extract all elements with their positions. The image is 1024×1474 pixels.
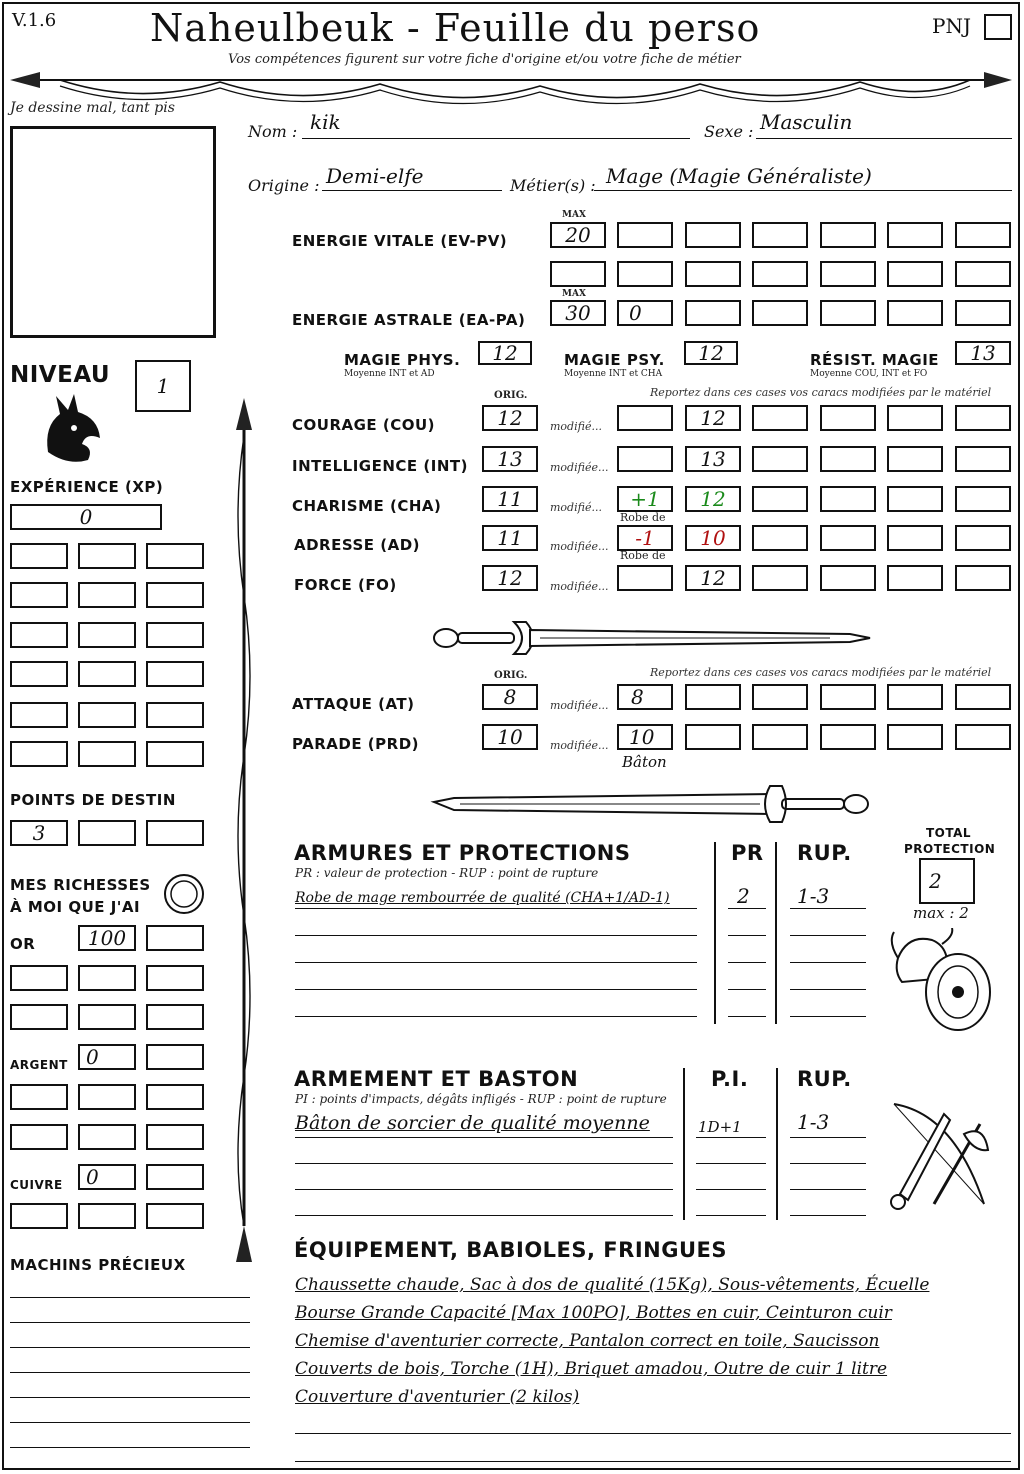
armor-pr-line[interactable] [728,962,766,963]
combat-box[interactable] [685,724,741,750]
metier-value[interactable]: Mage (Magie Généraliste) [606,164,872,188]
resist-magie-label: RÉSIST. MAGIE [810,351,940,369]
richesses-label-2: À MOI QUE J'AI [10,898,141,916]
machins-line[interactable] [10,1322,250,1323]
argent-box[interactable] [78,1124,136,1150]
magie-psy-label: MAGIE PSY. [564,351,665,369]
ev-box[interactable] [752,222,808,248]
prd-final-box[interactable]: 10 [617,724,673,750]
weapon-pi-line[interactable] [696,1163,766,1164]
or-box[interactable] [146,965,204,991]
or-label: OR [10,935,36,953]
sexe-label: Sexe : [704,122,754,141]
cuivre-box[interactable] [10,1203,68,1229]
cha-label: CHARISME (CHA) [292,497,442,515]
at-mod-label: modifiée... [550,699,609,712]
magie-phys-note: Moyenne INT et AD [344,369,435,379]
richesses-label-1: MES RICHESSES [10,876,151,894]
ea-box[interactable] [685,300,741,326]
machins-line[interactable] [10,1347,250,1348]
stat-box[interactable] [887,525,943,551]
armor-title: ARMURES ET PROTECTIONS [294,841,631,865]
weapon-item-rup[interactable]: 1-3 [797,1110,830,1134]
xp-box[interactable] [10,741,68,767]
equipment-line[interactable]: Couverts de bois, Torche (1H), Briquet amadou, Outre de cuir 1 litre [295,1359,888,1379]
stat-box[interactable] [752,405,808,431]
equipment-line[interactable]: Couverture d'aventurier (2 kilos) [295,1387,580,1407]
or-box[interactable]: 100 [78,925,136,951]
weapon-rup-line[interactable] [790,1215,866,1216]
combat-box[interactable] [820,724,876,750]
int-mod-label: modifiée... [550,461,609,474]
weapon-line[interactable] [295,1163,673,1164]
or-box[interactable] [78,1004,136,1030]
resist-magie-note: Moyenne COU, INT et FO [810,369,928,379]
spear-icon [226,396,262,1266]
xp-box[interactable] [10,543,68,569]
armor-rup-header: RUP. [797,841,852,865]
combat-box[interactable] [955,724,1011,750]
xp-box[interactable]: 0 [10,504,162,530]
machins-line[interactable] [10,1297,250,1298]
xp-box[interactable] [146,741,204,767]
or-box[interactable] [10,965,68,991]
ev-box[interactable] [617,261,673,287]
portrait-caption: Je dessine mal, tant pis [10,100,175,116]
weapon-pi-line [696,1137,766,1138]
stat-box[interactable] [955,486,1011,512]
cha-mod-source: Robe de [620,511,666,524]
weapon-rup-line [790,1137,866,1138]
xp-box[interactable] [78,702,136,728]
xp-box[interactable] [146,702,204,728]
stat-box[interactable] [820,486,876,512]
or-box[interactable] [10,1004,68,1030]
ea-box[interactable] [752,300,808,326]
armor-line[interactable] [295,989,697,990]
cha-mod-box[interactable]: +1 [617,486,673,512]
fo-label: FORCE (FO) [294,576,397,594]
weapon-line[interactable] [295,1215,673,1216]
argent-box[interactable]: 0 [78,1044,136,1070]
max-protection-note: max : 2 [913,904,969,922]
weapon-note: Bâton [622,753,667,771]
armor-line[interactable] [295,962,697,963]
version-label: V.1.6 [12,10,57,31]
armor-rup-line[interactable] [790,989,866,990]
stat-box[interactable] [820,446,876,472]
or-box[interactable] [146,925,204,951]
ea-box[interactable] [887,300,943,326]
weapon-pi-line[interactable] [696,1215,766,1216]
ad-mod-source: Robe de [620,549,666,562]
niveau-box[interactable]: 1 [135,360,191,412]
prd-label: PARADE (PRD) [292,735,420,753]
dragon-icon [38,392,104,466]
machins-line[interactable] [10,1372,250,1373]
equipment-title: ÉQUIPEMENT, BABIOLES, FRINGUES [294,1238,727,1262]
at-label: ATTAQUE (AT) [292,695,415,713]
weapon-pi-line[interactable] [696,1189,766,1190]
weapons-title: ARMEMENT ET BASTON [294,1067,579,1091]
xp-box[interactable] [146,543,204,569]
armor-rup-line[interactable] [790,935,866,936]
ad-final-box[interactable]: 10 [685,525,741,551]
equipment-line[interactable] [295,1461,1011,1462]
stat-box[interactable] [887,486,943,512]
cha-orig-box[interactable]: 11 [482,486,538,512]
total-protection-label-1: TOTAL [926,826,972,840]
machins-line[interactable] [10,1397,250,1398]
helmet-shield-icon [888,928,998,1038]
or-box[interactable] [78,965,136,991]
stat-box[interactable] [887,405,943,431]
armor-line[interactable] [295,1016,697,1017]
xp-box[interactable] [146,582,204,608]
ea-current-box[interactable]: 0 [617,300,673,326]
cuivre-box[interactable]: 0 [78,1164,136,1190]
int-label: INTELLIGENCE (INT) [292,457,468,475]
stat-box[interactable] [955,525,1011,551]
destin-box[interactable] [78,820,136,846]
equipment-line[interactable]: Chemise d'aventurier correcte, Pantalon correct en toile, Saucisson [295,1331,880,1351]
ev-box[interactable] [955,261,1011,287]
xp-box[interactable] [78,543,136,569]
coin-icon [162,872,206,916]
combat-box[interactable] [685,684,741,710]
armor-pr-line[interactable] [728,1016,766,1017]
ea-box[interactable] [820,300,876,326]
armor-pr-line [728,908,766,909]
combat-box[interactable] [752,684,808,710]
ad-mod-box[interactable]: -1 [617,525,673,551]
weapons-divider [683,1068,685,1220]
ea-label: ENERGIE ASTRALE (EA-PA) [292,311,526,329]
fo-final-box[interactable]: 12 [685,565,741,591]
int-final-box[interactable]: 13 [685,446,741,472]
weapons-note: PI : points d'impacts, dégâts infligés - RUP : point de rupture [295,1092,667,1106]
magie-phys-box[interactable]: 12 [478,341,532,365]
stat-box[interactable] [955,565,1011,591]
ev-box[interactable] [955,222,1011,248]
orig-label: ORIG. [494,390,528,401]
xp-box[interactable] [78,622,136,648]
combat-box[interactable] [752,724,808,750]
portrait-box[interactable] [10,126,216,338]
ad-orig-box[interactable]: 11 [482,525,538,551]
ev-label: ENERGIE VITALE (EV-PV) [292,232,508,250]
armor-divider [775,842,777,1024]
armor-pr-line[interactable] [728,989,766,990]
stat-box[interactable] [887,446,943,472]
origine-line [322,190,502,191]
cou-final-box[interactable]: 12 [685,405,741,431]
stat-box[interactable] [752,446,808,472]
weapon-line[interactable] [295,1189,673,1190]
pnj-label: PNJ [932,14,971,38]
argent-box[interactable] [146,1124,204,1150]
xp-box[interactable] [146,622,204,648]
xp-box[interactable] [10,702,68,728]
machins-line[interactable] [10,1422,250,1423]
armor-rup-line[interactable] [790,1016,866,1017]
stat-box[interactable] [752,565,808,591]
armor-line[interactable] [295,935,697,936]
equipment-line[interactable] [295,1433,1011,1434]
equipment-line[interactable]: Bourse Grande Capacité [Max 100PO], Bottes en cuir, Ceinturon cuir [295,1303,892,1323]
origine-label: Origine : [248,176,320,195]
armor-pr-header: PR [731,841,764,865]
magie-phys-label: MAGIE PHYS. [344,351,461,369]
ev-box[interactable] [887,222,943,248]
sexe-line [756,138,1012,139]
armor-pr-line[interactable] [728,935,766,936]
sheet-subtitle: Vos compétences figurent sur votre fiche d'origine et/ou votre fiche de métier [228,52,741,67]
ad-mod-label: modifiée... [550,540,609,553]
fo-orig-box[interactable]: 12 [482,565,538,591]
prd-mod-label: modifiée... [550,739,609,752]
stat-box[interactable] [955,446,1011,472]
report-note: Reportez dans ces cases vos caracs modifiées par le matériel [650,386,992,399]
armor-rup-line [790,908,866,909]
weapons-pi-header: P.I. [711,1067,749,1091]
combat-orig-label: ORIG. [494,670,528,681]
ev-max-label: MAX [562,210,586,220]
ev-box[interactable] [617,222,673,248]
xp-box[interactable] [10,661,68,687]
metier-label: Métier(s) : [510,176,596,195]
weapons-rup-header: RUP. [797,1067,852,1091]
stat-box[interactable] [820,565,876,591]
armor-item-pr[interactable]: 2 [737,884,750,908]
niveau-label: NIVEAU [10,362,111,388]
ea-max-box[interactable]: 30 [550,300,606,326]
argent-box[interactable] [10,1124,68,1150]
argent-box[interactable] [146,1084,204,1110]
xp-box[interactable] [78,582,136,608]
weapon-rup-line[interactable] [790,1163,866,1164]
cha-mod-label: modifié... [550,501,602,514]
destin-box[interactable] [146,820,204,846]
fo-mod-box[interactable] [617,565,673,591]
ev-max-box[interactable]: 20 [550,222,606,248]
ev-box[interactable] [685,222,741,248]
machins-line[interactable] [10,1447,250,1448]
ev-box[interactable] [887,261,943,287]
weapon-rup-line[interactable] [790,1189,866,1190]
cou-mod-box[interactable] [617,405,673,431]
armor-note: PR : valeur de protection - RUP : point de rupture [295,866,599,880]
stat-box[interactable] [887,565,943,591]
total-protection-label-2: PROTECTION [904,842,996,856]
total-protection-box[interactable]: 2 [919,858,975,904]
combat-box[interactable] [887,684,943,710]
ev-box[interactable] [685,261,741,287]
stat-box[interactable] [820,405,876,431]
equipment-line[interactable]: Chaussette chaude, Sac à dos de qualité (15Kg), Sous-vêtements, Écuelle [295,1275,930,1295]
armor-divider [714,842,716,1024]
cuivre-box[interactable] [78,1203,136,1229]
armor-line [295,908,697,909]
armor-item[interactable]: Robe de mage rembourrée de qualité (CHA+1/AD-1) [295,890,670,906]
sheet-title: Naheulbeuk - Feuille du perso [150,6,761,50]
destin-box[interactable]: 3 [10,820,68,846]
machins-label: MACHINS PRÉCIEUX [10,1256,186,1274]
combat-box[interactable] [887,724,943,750]
nom-value[interactable]: kik [310,110,341,134]
at-final-box[interactable]: 8 [617,684,673,710]
magie-psy-box[interactable]: 12 [684,341,738,365]
stat-box[interactable] [752,486,808,512]
armor-item-rup[interactable]: 1-3 [797,884,830,908]
cuivre-box[interactable] [146,1164,204,1190]
xp-box[interactable] [10,582,68,608]
magie-psy-note: Moyenne INT et CHA [564,369,663,379]
xp-box[interactable] [78,741,136,767]
xp-box[interactable] [10,622,68,648]
sword-icon [430,780,874,828]
weapon-item-pi[interactable]: 1D+1 [698,1118,742,1136]
ev-box[interactable] [550,261,606,287]
at-orig-box[interactable]: 8 [482,684,538,710]
xp-label: EXPÉRIENCE (XP) [10,478,164,496]
stat-box[interactable] [955,405,1011,431]
nom-line [302,138,690,139]
cuivre-label: CUIVRE [10,1178,63,1192]
fo-mod-label: modifiée... [550,580,609,593]
ev-box[interactable] [820,261,876,287]
int-orig-box[interactable]: 13 [482,446,538,472]
ea-box[interactable] [955,300,1011,326]
metier-line [594,190,1012,191]
resist-magie-box[interactable]: 13 [955,341,1011,365]
cou-mod-label: modifié... [550,420,602,433]
sexe-value[interactable]: Masculin [760,110,853,134]
combat-box[interactable] [820,684,876,710]
weapons-divider [776,1068,778,1220]
prd-orig-box[interactable]: 10 [482,724,538,750]
ev-box[interactable] [752,261,808,287]
ad-label: ADRESSE (AD) [294,536,421,554]
ev-box[interactable] [820,222,876,248]
destin-label: POINTS DE DESTIN [10,791,176,809]
weapon-item[interactable]: Bâton de sorcier de qualité moyenne [295,1112,650,1134]
sword-icon [430,612,874,660]
ea-max-label: MAX [562,289,586,299]
stat-box[interactable] [752,525,808,551]
int-mod-box[interactable] [617,446,673,472]
cha-final-box[interactable]: 12 [685,486,741,512]
pnj-checkbox[interactable] [984,14,1012,40]
cou-orig-box[interactable]: 12 [482,405,538,431]
armor-rup-line[interactable] [790,962,866,963]
nom-label: Nom : [248,122,298,141]
stat-box[interactable] [820,525,876,551]
argent-label: ARGENT [10,1058,68,1072]
xp-box[interactable] [78,661,136,687]
xp-box[interactable] [146,661,204,687]
weapon-line [295,1137,673,1138]
weapons-icon [884,1094,1008,1218]
combat-box[interactable] [955,684,1011,710]
combat-report-note: Reportez dans ces cases vos caracs modifiées par le matériel [650,666,992,679]
argent-box[interactable] [146,1044,204,1070]
origine-value[interactable]: Demi-elfe [326,164,424,188]
cuivre-box[interactable] [146,1203,204,1229]
argent-box[interactable] [10,1084,68,1110]
cou-label: COURAGE (COU) [292,416,436,434]
argent-box[interactable] [78,1084,136,1110]
or-box[interactable] [146,1004,204,1030]
